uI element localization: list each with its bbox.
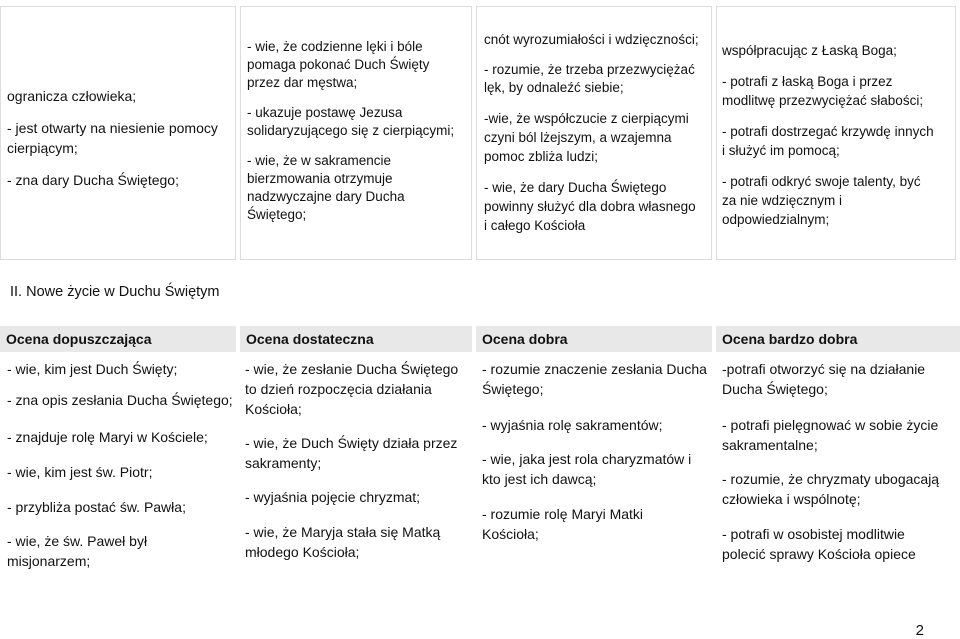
bottom-col-3: [482, 356, 710, 544]
text-block: -potrafi otworzyć się na działanie Ducha Świętego;: [722, 361, 926, 397]
text-block: - wie, że Duch Święty działa przez sakramenty;: [245, 435, 458, 471]
bottom-col-2: [245, 356, 471, 562]
text-block: - wie, że w sakramencie bierzmowania otrzymuje nadzwyczajne dary Ducha Świętego;: [247, 153, 405, 222]
text-block: - jest otwarty na niesienie pomocy cierpiącym;: [7, 120, 218, 156]
page-number: 2: [915, 622, 924, 639]
text-block: - wyjaśnia pojęcie chryzmat;: [245, 489, 421, 505]
text-block: - rozumie, że chryzmaty ubogacają człowieka i wspólnotę;: [722, 471, 940, 507]
text-block: ogranicza człowieka;: [7, 88, 137, 104]
text-block: - wie, że codzienne lęki i bóle pomaga pokonać Duch Święty przez dar męstwa;: [247, 39, 430, 90]
text-block: - wie, że Maryja stała się Matką młodego Kościoła;: [245, 524, 441, 560]
text-block: - wyjaśnia rolę sakramentów;: [482, 417, 663, 433]
header-dostateczna: Ocena dostateczna: [240, 326, 472, 352]
header-bardzo-dobra: Ocena bardzo dobra: [716, 326, 960, 352]
section-title: II. Nowe życie w Duchu Świętym: [10, 284, 220, 300]
text-block: - potrafi w osobistej modlitwie polecić sprawy Kościoła opiece: [722, 526, 916, 562]
text-block: - wie, że dary Ducha Świętego powinny służyć dla dobra własnego i całego Kościoła: [484, 180, 696, 233]
text-block: - wie, że zesłanie Ducha Świętego to dzień rozpoczęcia działania Kościoła;: [245, 361, 459, 417]
text-block: - wie, kim jest Duch Święty;: [7, 361, 178, 377]
header-dobra: Ocena dobra: [476, 326, 712, 352]
header-dopuszczajaca: Ocena dopuszczająca: [0, 326, 236, 352]
text-block: - potrafi pielęgnować w sobie życie sakramentalne;: [722, 417, 939, 453]
text-block: - rozumie znaczenie zesłania Ducha Świętego;: [482, 361, 707, 397]
bottom-col-1: [7, 356, 235, 571]
text-block: - przybliża postać św. Pawła;: [7, 499, 186, 515]
text-block: - zna opis zesłania Ducha Świętego;: [7, 392, 233, 408]
text-block: -wie, że współczucie z cierpiącymi czyni ból lżejszym, a wzajemna pomoc zbliża ludzi;: [484, 111, 689, 164]
text-block: - zna dary Ducha Świętego;: [7, 172, 179, 188]
text-block: - potrafi z łaską Boga i przez modlitwę przezwyciężać słabości;: [722, 74, 924, 108]
top-cell-1: [0, 6, 236, 260]
text-block: cnót wyrozumiałości i wdzięczności;: [484, 32, 699, 47]
text-block: - rozumie, że trzeba przezwyciężać lęk, by odnaleźć siebie;: [484, 62, 695, 95]
text-block: współpracując z Łaską Boga;: [722, 43, 897, 58]
text-block: - znajduje rolę Maryi w Kościele;: [7, 429, 208, 445]
text-block: - potrafi dostrzegać krzywdę innych i służyć im pomocą;: [722, 124, 934, 158]
top-cell-2: [240, 6, 472, 260]
bottom-col-4: [722, 356, 956, 564]
text-block: - ukazuje postawę Jezusa solidaryzującego się z cierpiącymi;: [247, 105, 455, 138]
text-block: - wie, jaka jest rola charyzmatów i kto jest ich dawcą;: [482, 451, 692, 487]
top-cell-4: [716, 6, 956, 260]
text-block: - potrafi odkryć swoje talenty, być za nie wdzięcznym i odpowiedzialnym;: [722, 174, 921, 227]
text-block: - wie, kim jest św. Piotr;: [7, 464, 153, 480]
text-block: - wie, że św. Paweł był misjonarzem;: [7, 533, 148, 569]
text-block: - rozumie rolę Maryi Matki Kościoła;: [482, 506, 644, 542]
top-cell-3: [476, 6, 712, 260]
